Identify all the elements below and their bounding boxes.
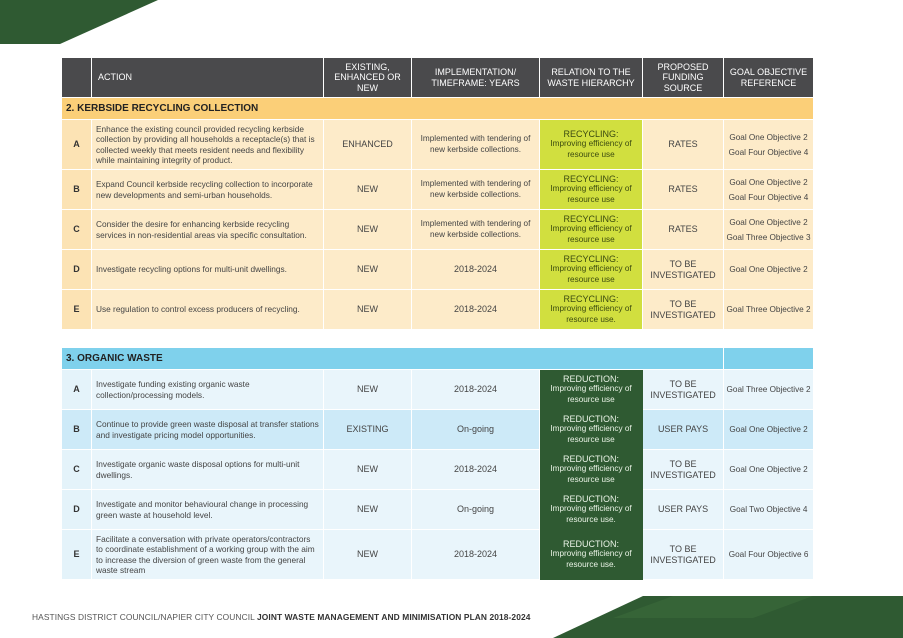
hierarchy-text: Improving efficiency of resource use [550,224,632,244]
row-hierarchy [540,120,643,170]
row-goal [724,250,814,290]
hierarchy-title: RECYCLING: [563,128,619,139]
row-hierarchy [540,210,643,250]
hierarchy-text: Improving efficiency of resource use [550,264,632,284]
corner-decoration-top-left [0,0,160,44]
row-label: D [62,490,92,530]
header-action: ACTION [92,58,324,98]
table-row [62,530,814,580]
row-goal [724,120,814,170]
row-label: B [62,170,92,210]
row-label: E [62,290,92,330]
header-status: EXISTING, ENHANCED OR NEW [324,58,412,98]
row-goal [724,290,814,330]
row-funding: TO BE INVESTIGATED [643,370,724,410]
row-funding: USER PAYS [643,490,724,530]
row-timeframe: On-going [412,490,540,530]
row-timeframe: Implemented with tendering of new kerbside collections. [412,210,540,250]
table-row [62,210,814,250]
row-hierarchy [540,370,643,410]
hierarchy-title: REDUCTION: [563,373,619,384]
row-label: C [62,210,92,250]
row-action: Continue to provide green waste disposal at transfer stations and investigate pricing model opportunities. [92,410,324,450]
hierarchy-text: Improving efficiency of resource use [550,139,632,159]
row-status: NEW [324,490,412,530]
section-title: 2. KERBSIDE RECYCLING COLLECTION [62,98,814,120]
hierarchy-text: Improving efficiency of resource use [550,464,632,484]
row-hierarchy [540,170,643,210]
row-timeframe: 2018-2024 [412,250,540,290]
row-action: Expand Council kerbside recycling collection to incorporate new developments and semi-urban households. [92,170,324,210]
row-goal [724,210,814,250]
goal-line: Goal One Objective 2 [729,217,808,227]
row-hierarchy [540,250,643,290]
hierarchy-title: REDUCTION: [563,538,619,549]
row-status: NEW [324,250,412,290]
row-status: NEW [324,450,412,490]
row-label: D [62,250,92,290]
table-row [62,250,814,290]
row-timeframe: 2018-2024 [412,290,540,330]
row-hierarchy [540,290,643,330]
hierarchy-text: Improving efficiency of resource use [550,424,632,444]
row-funding: RATES [643,170,724,210]
row-action: Consider the desire for enhancing kerbside recycling services in non-residential areas via specific consultation. [92,210,324,250]
row-timeframe: Implemented with tendering of new kerbside collections. [412,120,540,170]
hierarchy-text: Improving efficiency of resource use. [550,549,632,569]
header-label-cell [62,58,92,98]
header-goal: GOAL OBJECTIVE REFERENCE [724,58,814,98]
footer-plan-title: JOINT WASTE MANAGEMENT AND MINIMISATION PLAN 2018-2024 [257,612,531,622]
goal-line: Goal One Objective 2 [729,177,808,187]
row-hierarchy [540,410,643,450]
goal-line: Goal One Objective 2 [729,265,808,274]
row-status: NEW [324,290,412,330]
row-status: NEW [324,370,412,410]
table-row [62,370,814,410]
row-goal: Goal One Objective 2 [724,450,814,490]
row-action: Use regulation to control excess producers of recycling. [92,290,324,330]
header-funding: PROPOSED FUNDING SOURCE [643,58,724,98]
section-header-row [62,98,814,120]
row-timeframe: 2018-2024 [412,450,540,490]
row-action: Enhance the existing council provided recycling kerbside collection by providing all households a receptacle(s) that is collected weekly that meets resident needs and flexibility while maintaining integrity of product. [92,120,324,170]
hierarchy-title: REDUCTION: [563,493,619,504]
row-funding: RATES [643,120,724,170]
row-funding: TO BE INVESTIGATED [643,530,724,580]
row-hierarchy [540,450,643,490]
row-label: A [62,120,92,170]
row-action: Investigate and monitor behavioural change in processing green waste at household level. [92,490,324,530]
goal-line: Goal One Objective 2 [729,132,808,142]
row-action: Investigate organic waste disposal options for multi-unit dwellings. [92,450,324,490]
section-title: 3. ORGANIC WASTE [62,348,724,370]
row-status: EXISTING [324,410,412,450]
row-status: NEW [324,170,412,210]
hierarchy-title: RECYCLING: [563,173,619,184]
goal-line: Goal Three Objective 2 [726,305,811,314]
row-hierarchy [540,530,643,580]
hierarchy-title: RECYCLING: [563,213,619,224]
row-funding: TO BE INVESTIGATED [643,250,724,290]
page-footer [32,612,530,622]
organic-waste-table [61,347,814,580]
hierarchy-text: Improving efficiency of resource use. [550,504,632,524]
row-goal: Goal Four Objective 6 [724,530,814,580]
hierarchy-title: REDUCTION: [563,453,619,464]
row-status: NEW [324,530,412,580]
row-funding: TO BE INVESTIGATED [643,450,724,490]
table-row [62,120,814,170]
goal-line: Goal Four Objective 4 [728,192,809,202]
row-action: Investigate recycling options for multi-unit dwellings. [92,250,324,290]
row-label: E [62,530,92,580]
header-hierarchy: RELATION TO THE WASTE HIERARCHY [540,58,643,98]
row-label: A [62,370,92,410]
hierarchy-title: RECYCLING: [563,253,619,264]
table-row [62,290,814,330]
row-timeframe: 2018-2024 [412,530,540,580]
row-timeframe: Implemented with tendering of new kerbside collections. [412,170,540,210]
section-title-spacer [724,348,814,370]
row-status: ENHANCED [324,120,412,170]
row-status: NEW [324,210,412,250]
goal-line: Goal Three Objective 3 [726,232,811,242]
row-label: B [62,410,92,450]
row-action: Investigate funding existing organic waste collection/processing models. [92,370,324,410]
corner-decoration-bottom-right [553,596,903,638]
kerbside-recycling-table [61,57,814,330]
header-timeframe: IMPLEMENTATION/ TIMEFRAME: YEARS [412,58,540,98]
row-goal: Goal Two Objective 4 [724,490,814,530]
footer-org: HASTINGS DISTRICT COUNCIL/NAPIER CITY COUNCIL [32,612,255,622]
table-row [62,170,814,210]
hierarchy-text: Improving efficiency of resource use. [550,304,632,324]
row-action: Facilitate a conversation with private operators/contractors to coordinate establishment of a working group with the aim to increase the diversion of green waste from the general waste stream [92,530,324,580]
table-row [62,450,814,490]
row-funding: USER PAYS [643,410,724,450]
row-timeframe: 2018-2024 [412,370,540,410]
row-funding: TO BE INVESTIGATED [643,290,724,330]
hierarchy-title: REDUCTION: [563,413,619,424]
row-hierarchy [540,490,643,530]
goal-line: Goal Four Objective 4 [728,147,809,157]
table-row [62,410,814,450]
hierarchy-text: Improving efficiency of resource use [550,184,632,204]
row-goal [724,170,814,210]
row-label: C [62,450,92,490]
row-timeframe: On-going [412,410,540,450]
row-goal: Goal Three Objective 2 [724,370,814,410]
table-row [62,490,814,530]
hierarchy-title: RECYCLING: [563,293,619,304]
section-header-row [62,348,814,370]
row-funding: RATES [643,210,724,250]
table-header-row [62,58,814,98]
row-goal: Goal One Objective 2 [724,410,814,450]
hierarchy-text: Improving efficiency of resource use [550,384,632,404]
